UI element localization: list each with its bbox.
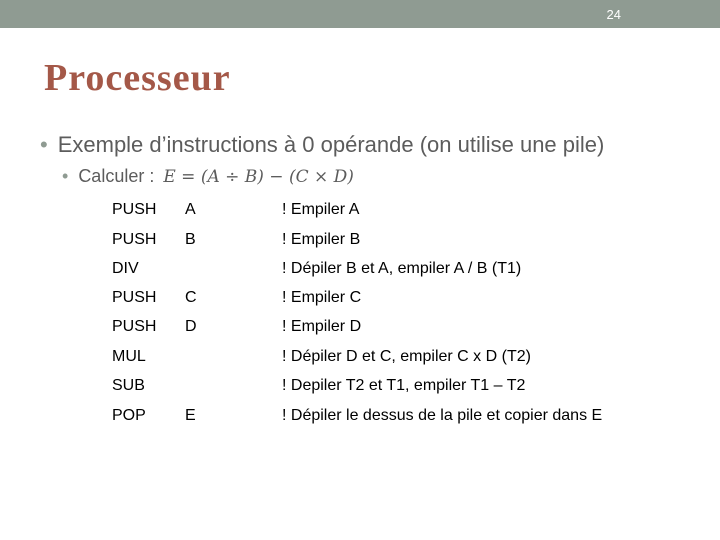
- code-comment: ! Dépiler D et C, empiler C x D (T2): [282, 348, 531, 365]
- code-operand: C: [185, 289, 197, 306]
- code-opcode: PUSH: [112, 201, 157, 218]
- code-comment: ! Empiler B: [282, 231, 361, 248]
- code-comment: ! Depiler T2 et T1, empiler T1 – T2: [282, 377, 526, 394]
- code-comment: ! Dépiler le dessus de la pile et copier dans E: [282, 407, 603, 424]
- code-opcode: PUSH: [112, 289, 157, 306]
- code-row: [0, 289, 720, 313]
- code-opcode: PUSH: [112, 318, 157, 335]
- bullet-level-1: [40, 132, 604, 158]
- bullet-2-label: Calculer :: [78, 166, 155, 186]
- code-comment: ! Empiler C: [282, 289, 362, 306]
- code-row: [0, 348, 720, 372]
- bullet-level-2: [62, 166, 354, 187]
- code-operand: D: [185, 318, 197, 335]
- code-row: [0, 201, 720, 225]
- code-comment: ! Dépiler B et A, empiler A / B (T1): [282, 260, 522, 277]
- code-row: [0, 377, 720, 401]
- bullet-1-text: Exemple d’instructions à 0 opérande (on utilise une pile): [57, 132, 605, 157]
- code-opcode: POP: [112, 407, 146, 424]
- code-row: [0, 318, 720, 342]
- slide-title: Processeur: [44, 57, 231, 99]
- page-number: 24: [606, 7, 621, 22]
- bullet-dot-icon: •: [62, 166, 69, 186]
- code-operand: B: [185, 231, 196, 248]
- code-opcode: PUSH: [112, 231, 157, 248]
- code-row: [0, 407, 720, 431]
- code-operand: A: [185, 201, 196, 218]
- code-opcode: SUB: [112, 377, 145, 394]
- code-comment: ! Empiler D: [282, 318, 362, 335]
- code-comment: ! Empiler A: [282, 201, 360, 218]
- formula: E = (A ÷ B) − (C × D): [163, 167, 354, 187]
- header-bar: [0, 0, 720, 28]
- bullet-dot-icon: •: [40, 132, 48, 157]
- code-row: [0, 260, 720, 284]
- code-opcode: DIV: [112, 260, 139, 277]
- code-opcode: MUL: [112, 348, 146, 365]
- code-row: [0, 231, 720, 255]
- code-operand: E: [185, 407, 196, 424]
